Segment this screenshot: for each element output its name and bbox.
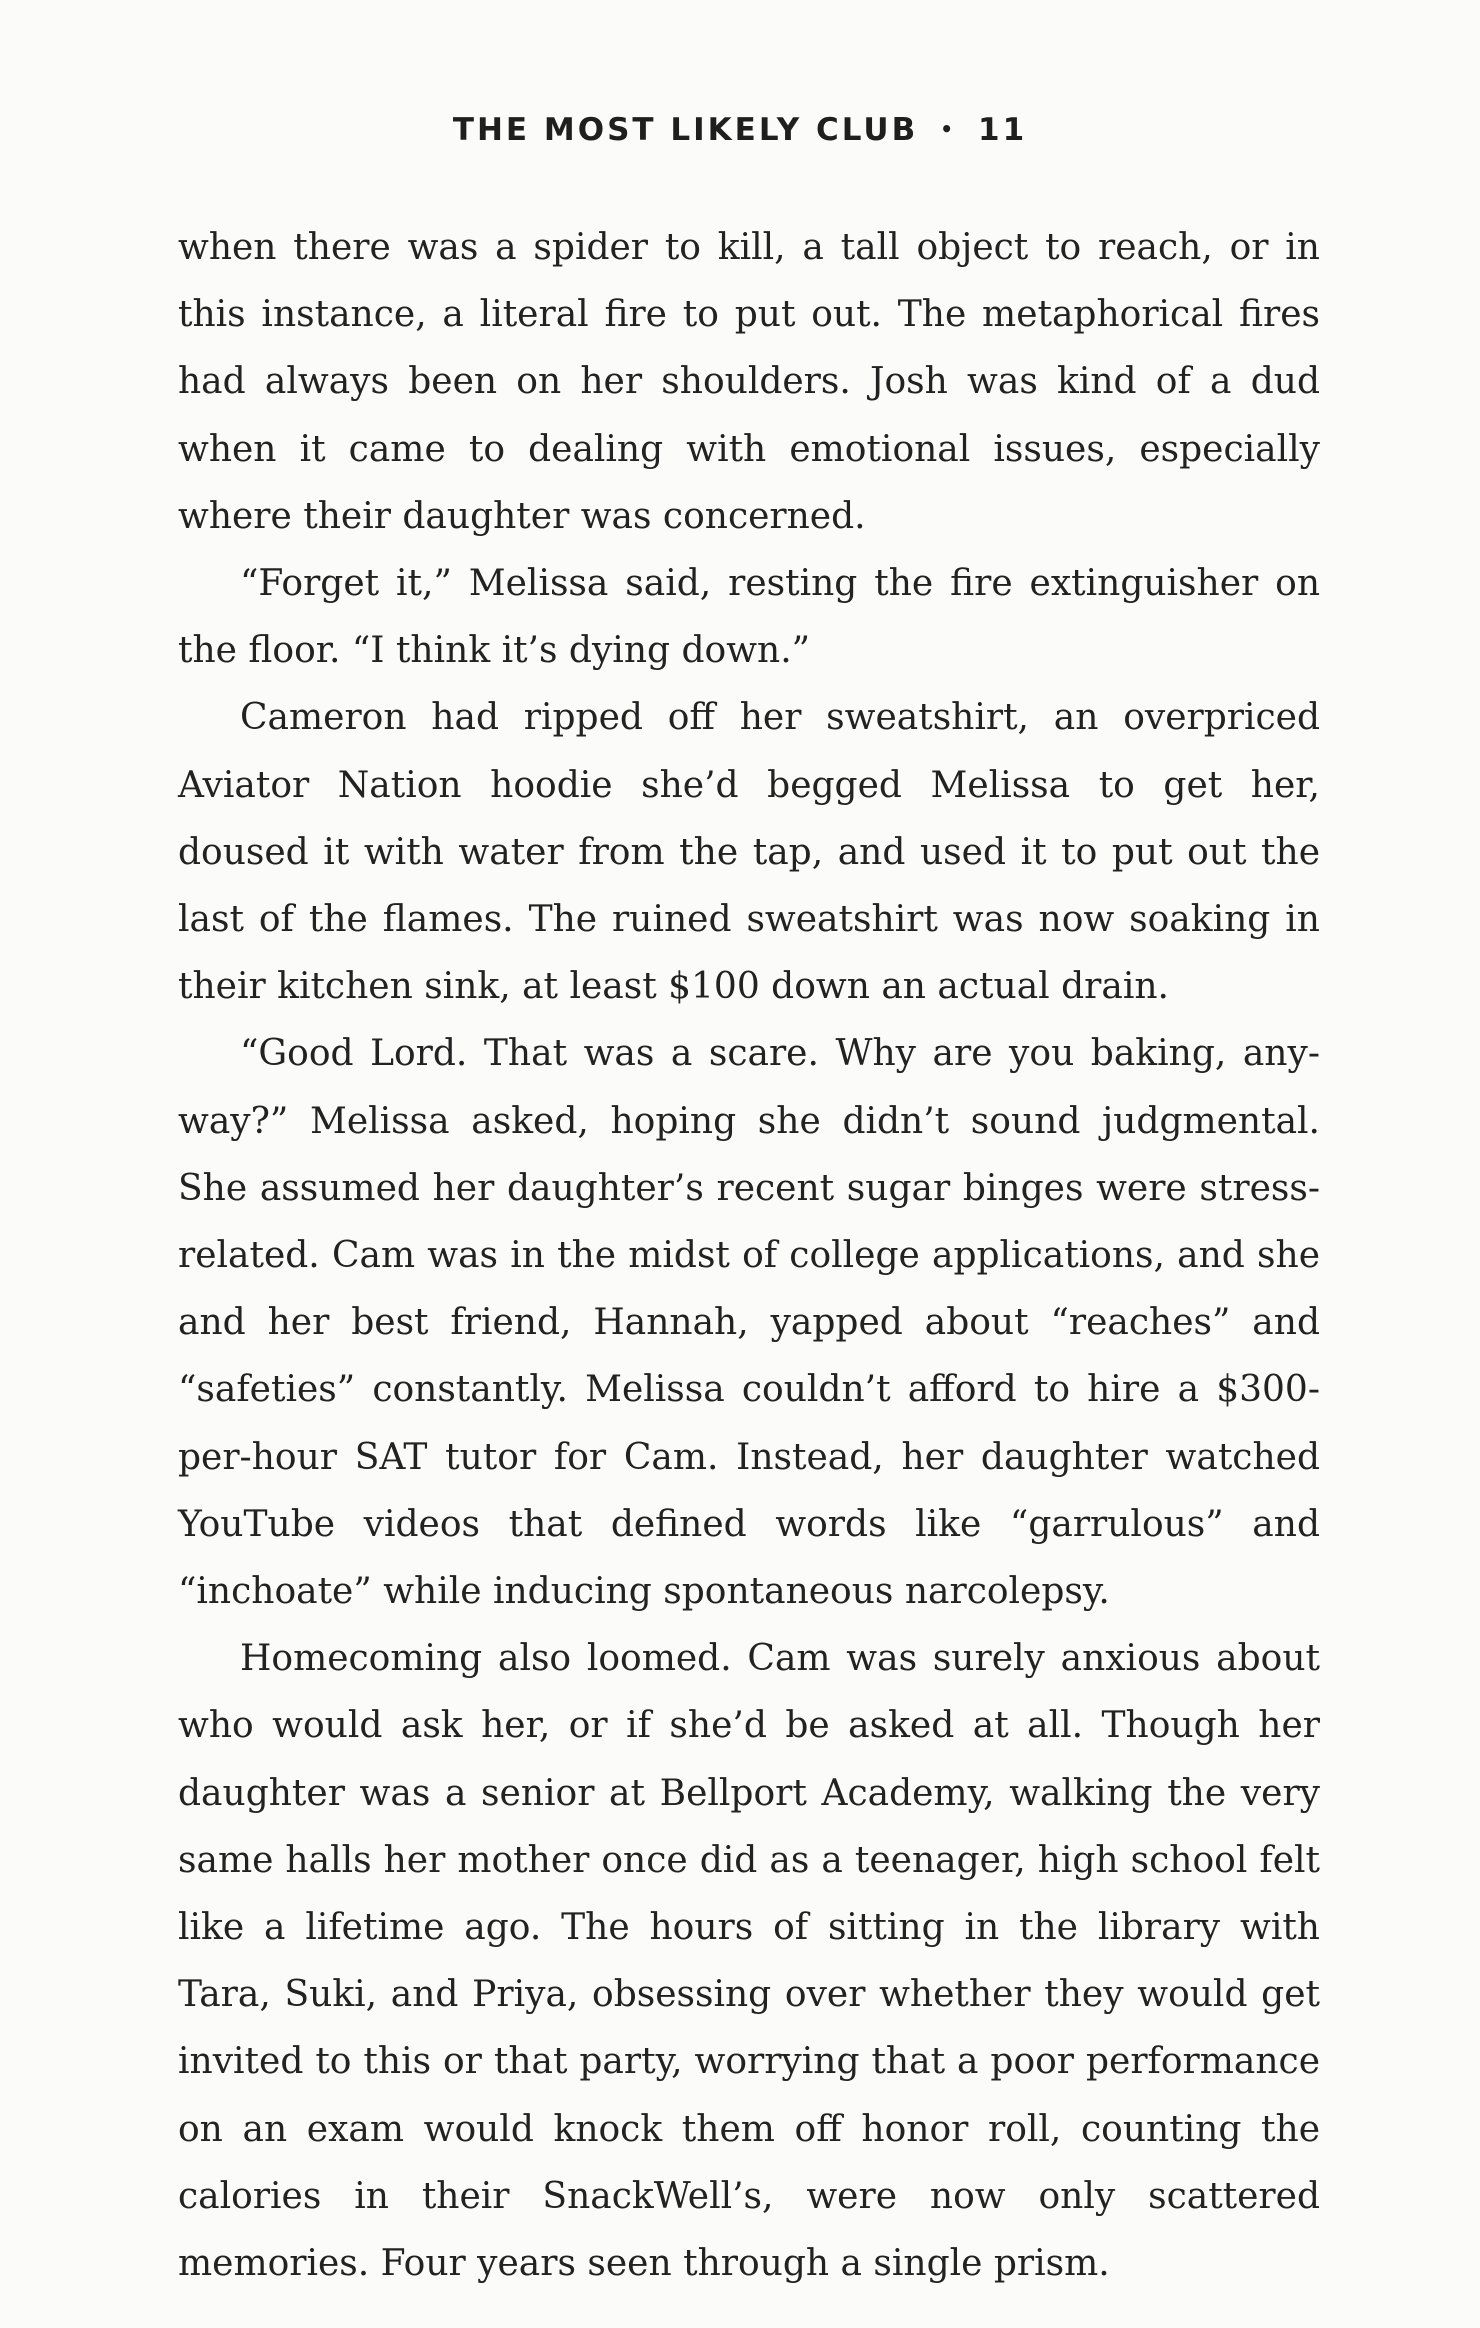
paragraph: Homecoming also loomed. Cam was surely anxious about who would ask her, or if she’d be asked at all. Though her daughter was a senior at Bellport Academy, walking the very same halls her mother once did as a teenager, high school felt like a lifetime ago. The hours of sitting in the library with Tara, Suki, and Priya, obsessing over whether they would get invited to this or that party, worrying that a poor performance on an exam would knock them off honor roll, counting the calories in their SnackWell’s, were now only scattered memories. Four years seen through a single prism. <box>178 1638 1320 2285</box>
running-header <box>0 112 1480 148</box>
paragraph: Cameron had ripped off her sweatshirt, an overpriced Aviator Nation hoodie she’d begged Melissa to get her, doused it with water from the tap, and used it to put out the last of the flames. The ruined sweatshirt was now soaking in their kitchen sink, at least $100 down an actual drain. <box>178 697 1320 1008</box>
page-number: 11 <box>978 112 1028 148</box>
book-title: THE MOST LIKELY CLUB <box>452 112 919 148</box>
paragraph: when there was a spider to kill, a tall object to reach, or in this instance, a literal fire to put out. The metaphorical fires had always been on her shoulders. Josh was kind of a dud when it came to dealing with emotional issues, especially where their daughter was concerned. <box>178 227 1320 537</box>
paragraph: “Forget it,” Melissa said, resting the fire extinguisher on the floor. “I think it’s dying down.” <box>178 563 1320 672</box>
paragraph: “Good Lord. That was a scare. Why are you baking, anyway?” Melissa asked, hoping she didn’t sound judgmental. She assumed her daughter’s recent sugar binges were stress-related. Cam was in the midst of college applications, and she and her best friend, Hannah, yapped about “reaches” and “safeties” constantly. Melissa couldn’t afford to hire a $300-per-hour SAT tutor for Cam. Instead, her daughter watched YouTube videos that defined words like “garrulous” and “inchoate” while inducing spontaneous narcolepsy. <box>178 1033 1320 1613</box>
header-separator: • <box>940 116 957 141</box>
page-body <box>178 214 1320 2297</box>
